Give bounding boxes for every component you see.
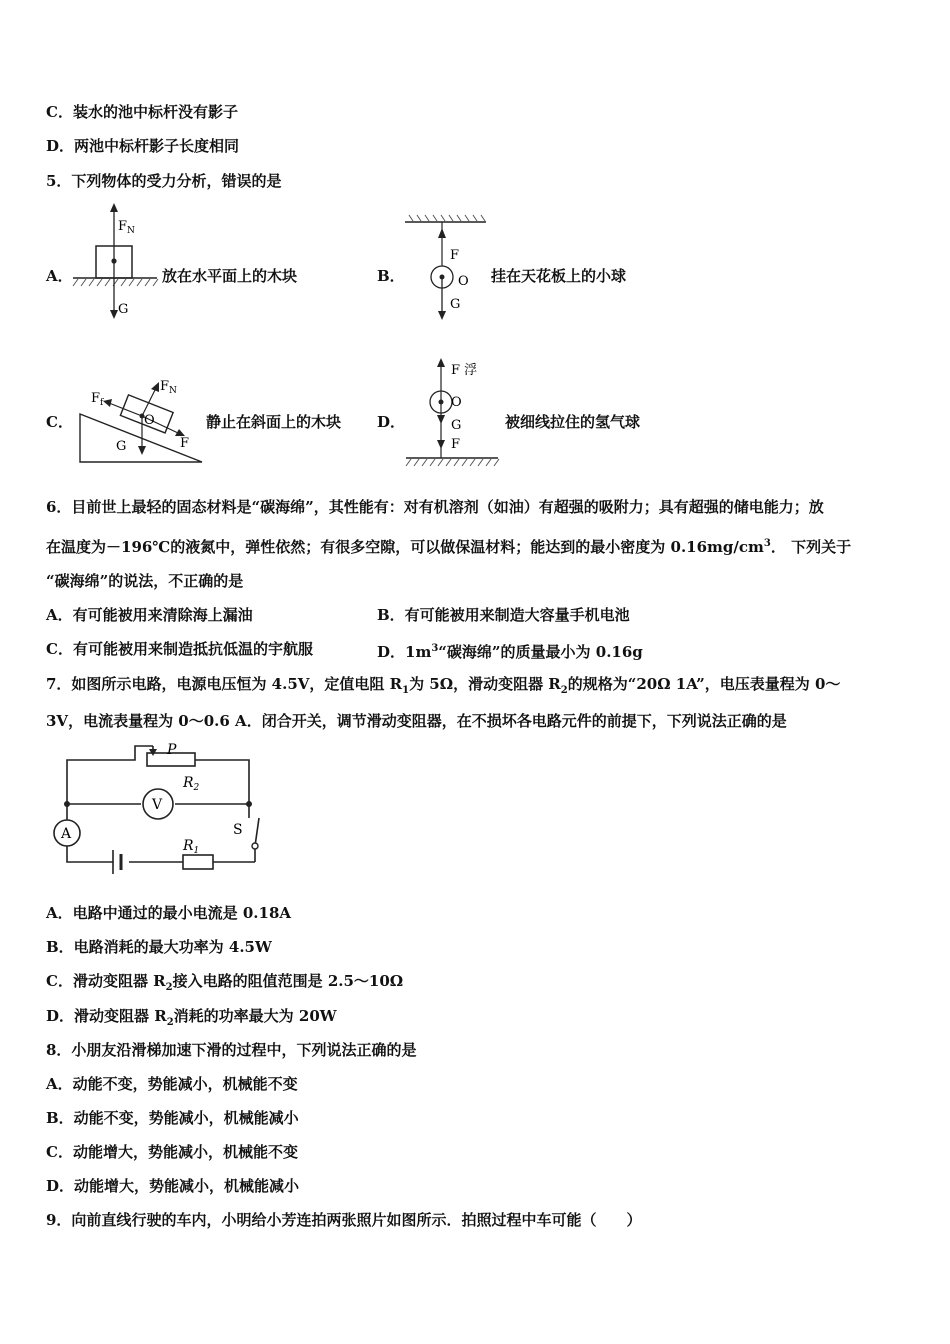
q7-option-b: B．电路消耗的最大功率为 4.5W (46, 938, 272, 956)
f-label: F (180, 436, 190, 451)
a-label: A (61, 826, 72, 842)
o-label: O (458, 274, 469, 289)
fn-label: $F_N$ (160, 379, 177, 396)
v-label: V (152, 797, 163, 813)
g-label: G (118, 302, 129, 317)
q7-circuit-diagram (45, 742, 270, 887)
o-label: O (144, 413, 155, 428)
ff-label: $F_f$ (91, 391, 104, 408)
q7-option-d: D．滑动变阻器 $R_2$消耗的功率最大为 20W (46, 1007, 337, 1028)
q5-figure-c (74, 376, 209, 468)
q5-option-d-label: D． (377, 413, 406, 431)
q5-option-d-text: 被细线拉住的氢气球 (505, 413, 641, 431)
g-label: G (116, 439, 127, 454)
q5-option-b-label: B． (377, 267, 405, 285)
r2-label: $R_2$ (183, 775, 200, 793)
q6-option-c: C．有可能被用来制造抵抗低温的宇航服 (46, 640, 313, 658)
q5-figure-d (403, 356, 513, 468)
q4-option-d: D．两池中标杆影子长度相同 (46, 137, 240, 155)
q6-option-b: B．有可能被用来制造大容量手机电池 (377, 606, 630, 624)
q5-option-a-label: A． (46, 267, 73, 285)
q7-option-c: C．滑动变阻器 $R_2$接入电路的阻值范围是 2.5～10Ω (46, 972, 404, 993)
q4-option-c: C．装水的池中标杆没有影子 (46, 103, 238, 121)
q7-option-a: A．电路中通过的最小电流是 0.18A (46, 904, 292, 922)
q6-stem-line-1: 6．目前世上最轻的固态材料是“碳海绵”，其性能有：对有机溶剂（如油）有超强的吸附力；具有超强的储电能力；放 (46, 498, 824, 516)
g-label: G (451, 418, 462, 433)
q5-option-a-text: 放在水平面上的木块 (162, 267, 298, 285)
q8-option-d: D．动能增大，势能减小，机械能减小 (46, 1177, 300, 1195)
q8-stem: 8．小朋友沿滑梯加速下滑的过程中，下列说法正确的是 (46, 1041, 417, 1059)
g-label: G (450, 297, 461, 312)
p-label: P (167, 742, 177, 758)
q7-stem-line-1: 7．如图所示电路，电源电压恒为 4.5V，定值电阻 $R_1$为 5Ω，滑动变阻器 $R_2$的规格为“20Ω 1A”，电压表量程为 0～ (46, 675, 841, 696)
q8-option-c: C．动能增大，势能减小，机械能不变 (46, 1143, 298, 1161)
f-label: F (451, 437, 461, 452)
q5-stem: 5．下列物体的受力分析，错误的是 (46, 172, 282, 190)
q9-stem: 9．向前直线行驶的车内，小明给小芳连拍两张照片如图所示．拍照过程中车可能（ ） (46, 1211, 642, 1229)
r1-label: $R_1$ (183, 838, 200, 856)
f-buoyancy-label: F 浮 (451, 363, 478, 378)
r1-resistor (183, 855, 213, 869)
q5-option-c-label: C． (46, 413, 73, 431)
q5-option-b-text: 挂在天花板上的小球 (491, 267, 627, 285)
q7-stem-line-2: 3V，电流表量程为 0～0.6 A．闭合开关，调节滑动变阻器，在不损坏各电路元件的前提下，下列说法正确的是 (46, 712, 787, 730)
q5-figure-b (400, 212, 490, 327)
f-label: F (450, 248, 460, 263)
q6-stem-line-3: “碳海绵”的说法，不正确的是 (46, 572, 244, 590)
q5-option-c-text: 静止在斜面上的木块 (206, 413, 342, 431)
q5-figure-a (70, 200, 170, 325)
fn-label: $F_N$ (118, 219, 135, 236)
q6-option-a: A．有可能被用来清除海上漏油 (46, 606, 253, 624)
o-label: O (451, 395, 462, 410)
q6-option-d: D．$1m^3“$碳海绵”的质量最小为 0.16g (377, 643, 643, 661)
s-label: S (233, 822, 243, 838)
q6-stem-line-2: 在温度为－196℃的液氮中，弹性依然；有很多空隙，可以做保温材料；能达到的最小密度为 $0.16mg/cm^3$． 下列关于 (46, 538, 852, 556)
q8-option-a: A．动能不变，势能减小，机械能不变 (46, 1075, 298, 1093)
q8-option-b: B．动能不变，势能减小，机械能减小 (46, 1109, 299, 1127)
switch (252, 843, 258, 849)
